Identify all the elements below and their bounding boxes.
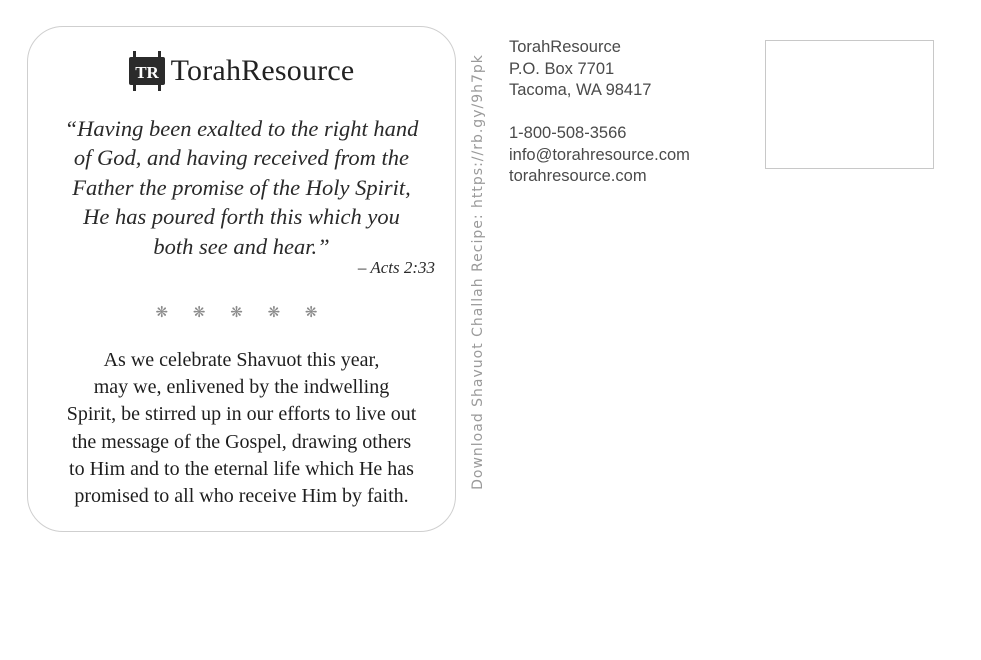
message-line: to Him and to the eternal life which He has [69,457,414,480]
message-line: the message of the Gospel, drawing others [71,430,412,453]
brand-name: TorahResource [170,54,355,87]
verse-line: He has poured forth this which you [83,204,400,230]
message-line: promised to all who receive Him by faith. [74,485,409,508]
return-address-block [509,37,690,188]
scripture-quote [48,114,435,261]
shavuot-message [42,347,441,510]
address-email: info@torahresource.com [509,145,690,164]
stamp-box [765,40,934,169]
ornament-icon: ❋ [267,303,291,321]
postcard-message-panel [27,26,456,532]
torah-scroll-logo-icon [129,51,165,91]
ornament-icon: ❋ [304,303,328,321]
torahresource-logo [28,51,455,91]
address-po-box: P.O. Box 7701 [509,59,615,78]
message-line: Spirit, be stirred up in our efforts to live out [66,403,417,426]
ornament-icon: ❋ [192,303,216,321]
address-website: torahresource.com [509,167,647,185]
address-spacer [509,102,690,124]
verse-line: of God, and having received from the [73,145,410,171]
address-name: TorahResource [509,38,621,56]
verse-line: both see and hear.” [153,233,330,259]
verse-line: Father the promise of the Holy Spirit, [72,174,411,200]
ornament-icon: ❋ [155,303,179,321]
ornament-divider [28,303,455,321]
ornament-icon: ❋ [230,303,253,321]
verse-line: “Having been exalted to the right hand [64,116,419,141]
scripture-reference: – Acts 2:33 [357,258,435,277]
logo-mark-letters: TR [134,63,159,82]
address-city: Tacoma, WA 98417 [509,81,652,99]
address-phone: 1-800-508-3566 [509,124,627,142]
recipe-download-note: Download Shavuot Challah Recipe: https://rb.gy/9h7pk [470,54,486,490]
message-line: As we celebrate Shavuot this year, [103,349,380,371]
message-line: may we, enlivened by the indwelling [93,376,390,399]
